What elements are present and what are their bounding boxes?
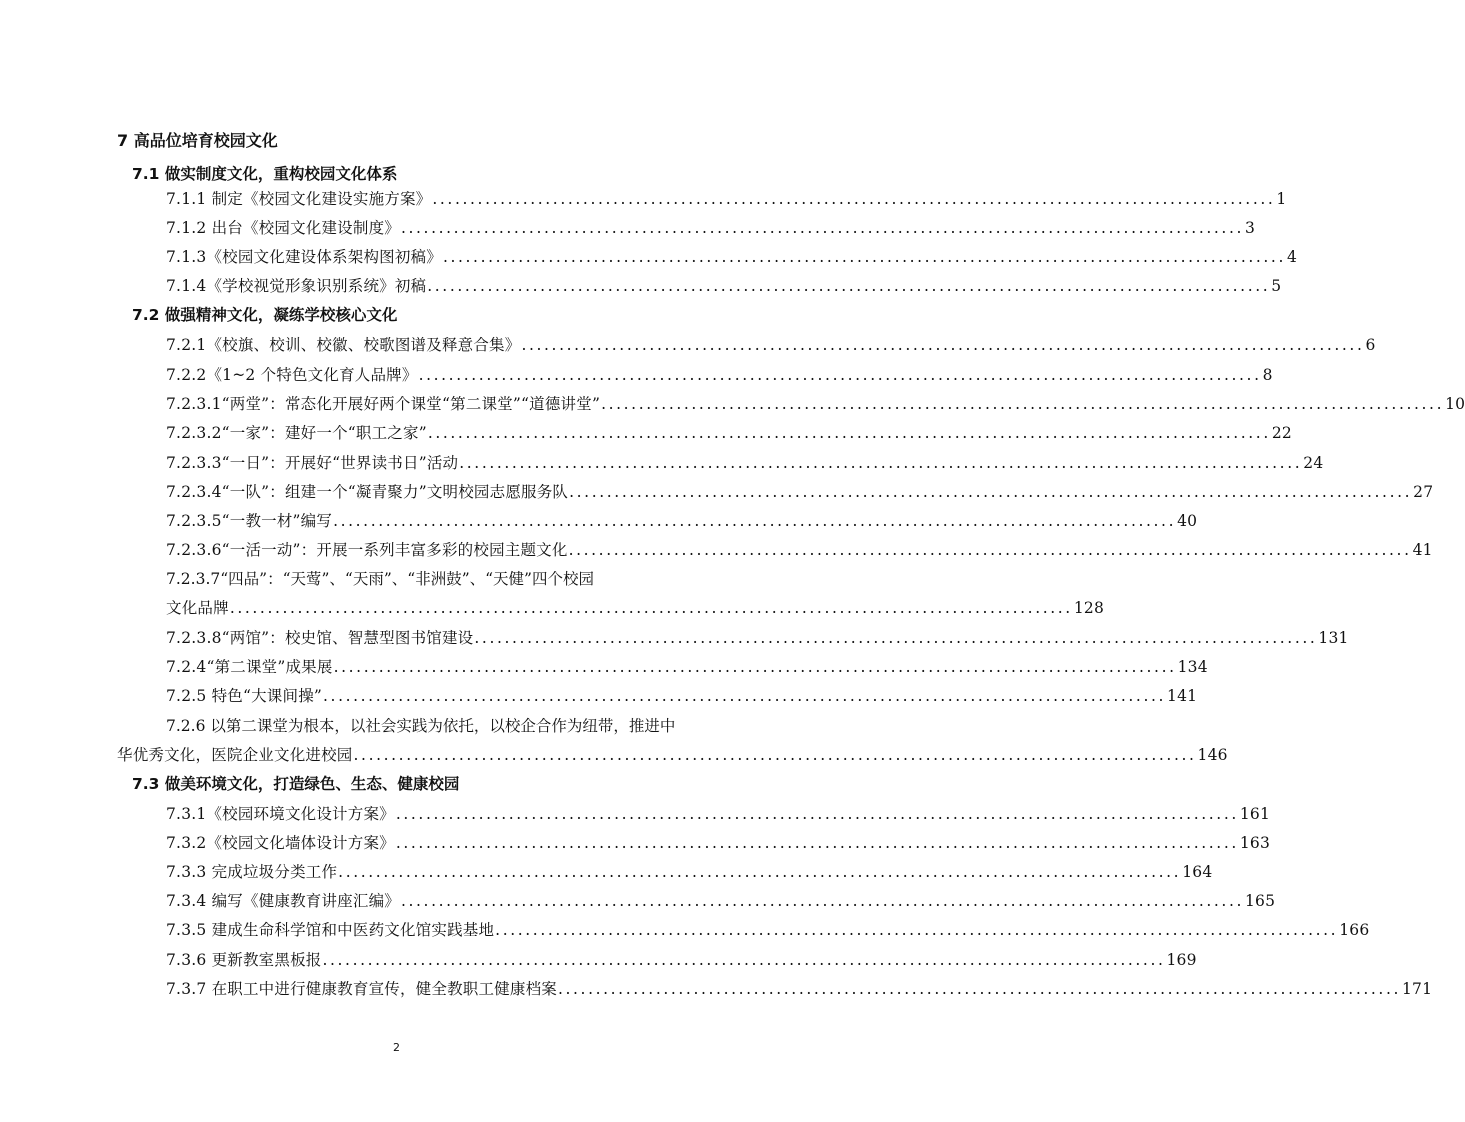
toc-entry[interactable]: 7.1.3《校园文化建设体系架构图初稿》 ................................................................................................................ 4 [166, 248, 1298, 266]
leader-dots: ................................................................................................................ [432, 190, 1276, 208]
toc-entry[interactable]: 7.2.3.8“两馆”：校史馆、智慧型图书馆建设 ................................................................................................................ 131 [166, 629, 1349, 647]
leader-dots: ................................................................................................................ [338, 863, 1182, 881]
toc-entry[interactable]: 7.2.3.5“一教一材”编写 ................................................................................................................ 40 [166, 512, 1198, 530]
chapter-heading: 7 高品位培育校园文化 [117, 131, 278, 150]
section-heading: 7.2 做强精神文化，凝练学校核心文化 [132, 306, 398, 324]
toc-entry[interactable]: 7.2.3.3“一日”：开展好“世界读书日”活动 ................................................................................................................ 24 [166, 454, 1324, 472]
leader-dots: ................................................................................................................ [418, 366, 1262, 384]
toc-entry[interactable]: 7.1.2 出台《校园文化建设制度》 ................................................................................................................ 3 [166, 219, 1256, 237]
toc-entry[interactable]: 7.2.3.4“一队”：组建一个“凝青聚力”文明校园志愿服务队 ................................................................................................................ 27 [166, 483, 1434, 501]
toc-entry[interactable]: 7.3.5 建成生命科学馆和中医药文化馆实践基地 ................................................................................................................ 166 [166, 921, 1370, 939]
leader-dots: ................................................................................................................ [569, 483, 1413, 501]
toc-entry[interactable]: 7.3.2《校园文化墙体设计方案》 ................................................................................................................ 163 [166, 834, 1271, 852]
toc-entry[interactable]: 7.3.4 编写《健康教育讲座汇编》 ................................................................................................................ 165 [166, 892, 1276, 910]
page-number: 2 [393, 1041, 400, 1054]
toc-entry-first-line[interactable]: 7.2.3.7“四品”：“天莺”、“天雨”、“非洲鼓”、“天健”四个校园 [166, 570, 594, 588]
toc-entry[interactable]: 7.2.3.2“一家”：建好一个“职工之家” ................................................................................................................ 22 [166, 424, 1292, 442]
toc-entry[interactable]: 7.2.1《校旗、校训、校徽、校歌图谱及释意合集》 ................................................................................................................ 6 [166, 336, 1376, 354]
toc-entry[interactable]: 7.3.1《校园环境文化设计方案》 ................................................................................................................ 161 [166, 805, 1271, 823]
toc-entry[interactable]: 7.1.4《学校视觉形象识别系统》初稿 ................................................................................................................ 5 [166, 277, 1282, 295]
leader-dots: ................................................................................................................ [395, 805, 1239, 823]
leader-dots: ................................................................................................................ [400, 219, 1244, 237]
toc-entry[interactable]: 7.2.3.1“两堂”：常态化开展好两个课堂“第二课堂”“道德讲堂” ................................................................................................................ 10 [166, 395, 1465, 413]
leader-dots: ................................................................................................................ [474, 629, 1318, 647]
leader-dots: ................................................................................................................ [495, 921, 1339, 939]
toc-entry[interactable]: 文化品牌 ................................................................................................................ 128 [166, 599, 1105, 617]
leader-dots: ................................................................................................................ [442, 248, 1286, 266]
toc-entry[interactable]: 7.2.2《1~2 个特色文化育人品牌》 ................................................................................................................ 8 [166, 366, 1273, 384]
leader-dots: ................................................................................................................ [353, 746, 1197, 764]
toc-entry[interactable]: 7.2.4“第二课堂”成果展 ................................................................................................................ 134 [166, 658, 1208, 676]
leader-dots: ................................................................................................................ [395, 834, 1239, 852]
toc-entry[interactable]: 7.2.5 特色“大课间操” ................................................................................................................ 141 [166, 687, 1198, 705]
toc-entry[interactable]: 华优秀文化，医院企业文化进校园 ................................................................................................................ 146 [117, 746, 1228, 764]
leader-dots: ................................................................................................................ [568, 541, 1412, 559]
leader-dots: ................................................................................................................ [557, 980, 1401, 998]
section-heading: 7.3 做美环境文化，打造绿色、生态、健康校园 [132, 775, 460, 793]
toc-entry[interactable]: 7.3.7 在职工中进行健康教育宣传，健全教职工健康档案 ................................................................................................................ 171 [166, 980, 1433, 998]
leader-dots: ................................................................................................................ [333, 512, 1177, 530]
toc-entry[interactable]: 7.3.6 更新教室黑板报 ................................................................................................................ 169 [166, 951, 1197, 969]
leader-dots: ................................................................................................................ [333, 658, 1177, 676]
leader-dots: ................................................................................................................ [322, 951, 1166, 969]
leader-dots: ................................................................................................................ [601, 395, 1445, 413]
toc-entry[interactable]: 7.1.1 制定《校园文化建设实施方案》 ................................................................................................................ 1 [166, 190, 1287, 208]
leader-dots: ................................................................................................................ [427, 277, 1271, 295]
toc-entry[interactable]: 7.2.3.6“一活一动”：开展一系列丰富多彩的校园主题文化 ................................................................................................................ 41 [166, 541, 1433, 559]
toc-entry[interactable]: 7.3.3 完成垃圾分类工作 ................................................................................................................ 164 [166, 863, 1213, 881]
toc-entry-first-line[interactable]: 7.2.6 以第二课堂为根本，以社会实践为依托，以校企合作为纽带，推进中 [166, 717, 676, 735]
section-heading: 7.1 做实制度文化，重构校园文化体系 [132, 165, 398, 183]
leader-dots: ................................................................................................................ [459, 454, 1303, 472]
leader-dots: ................................................................................................................ [427, 424, 1271, 442]
leader-dots: ................................................................................................................ [400, 892, 1244, 910]
leader-dots: ................................................................................................................ [521, 336, 1365, 354]
leader-dots: ................................................................................................................ [229, 599, 1073, 617]
leader-dots: ................................................................................................................ [323, 687, 1167, 705]
